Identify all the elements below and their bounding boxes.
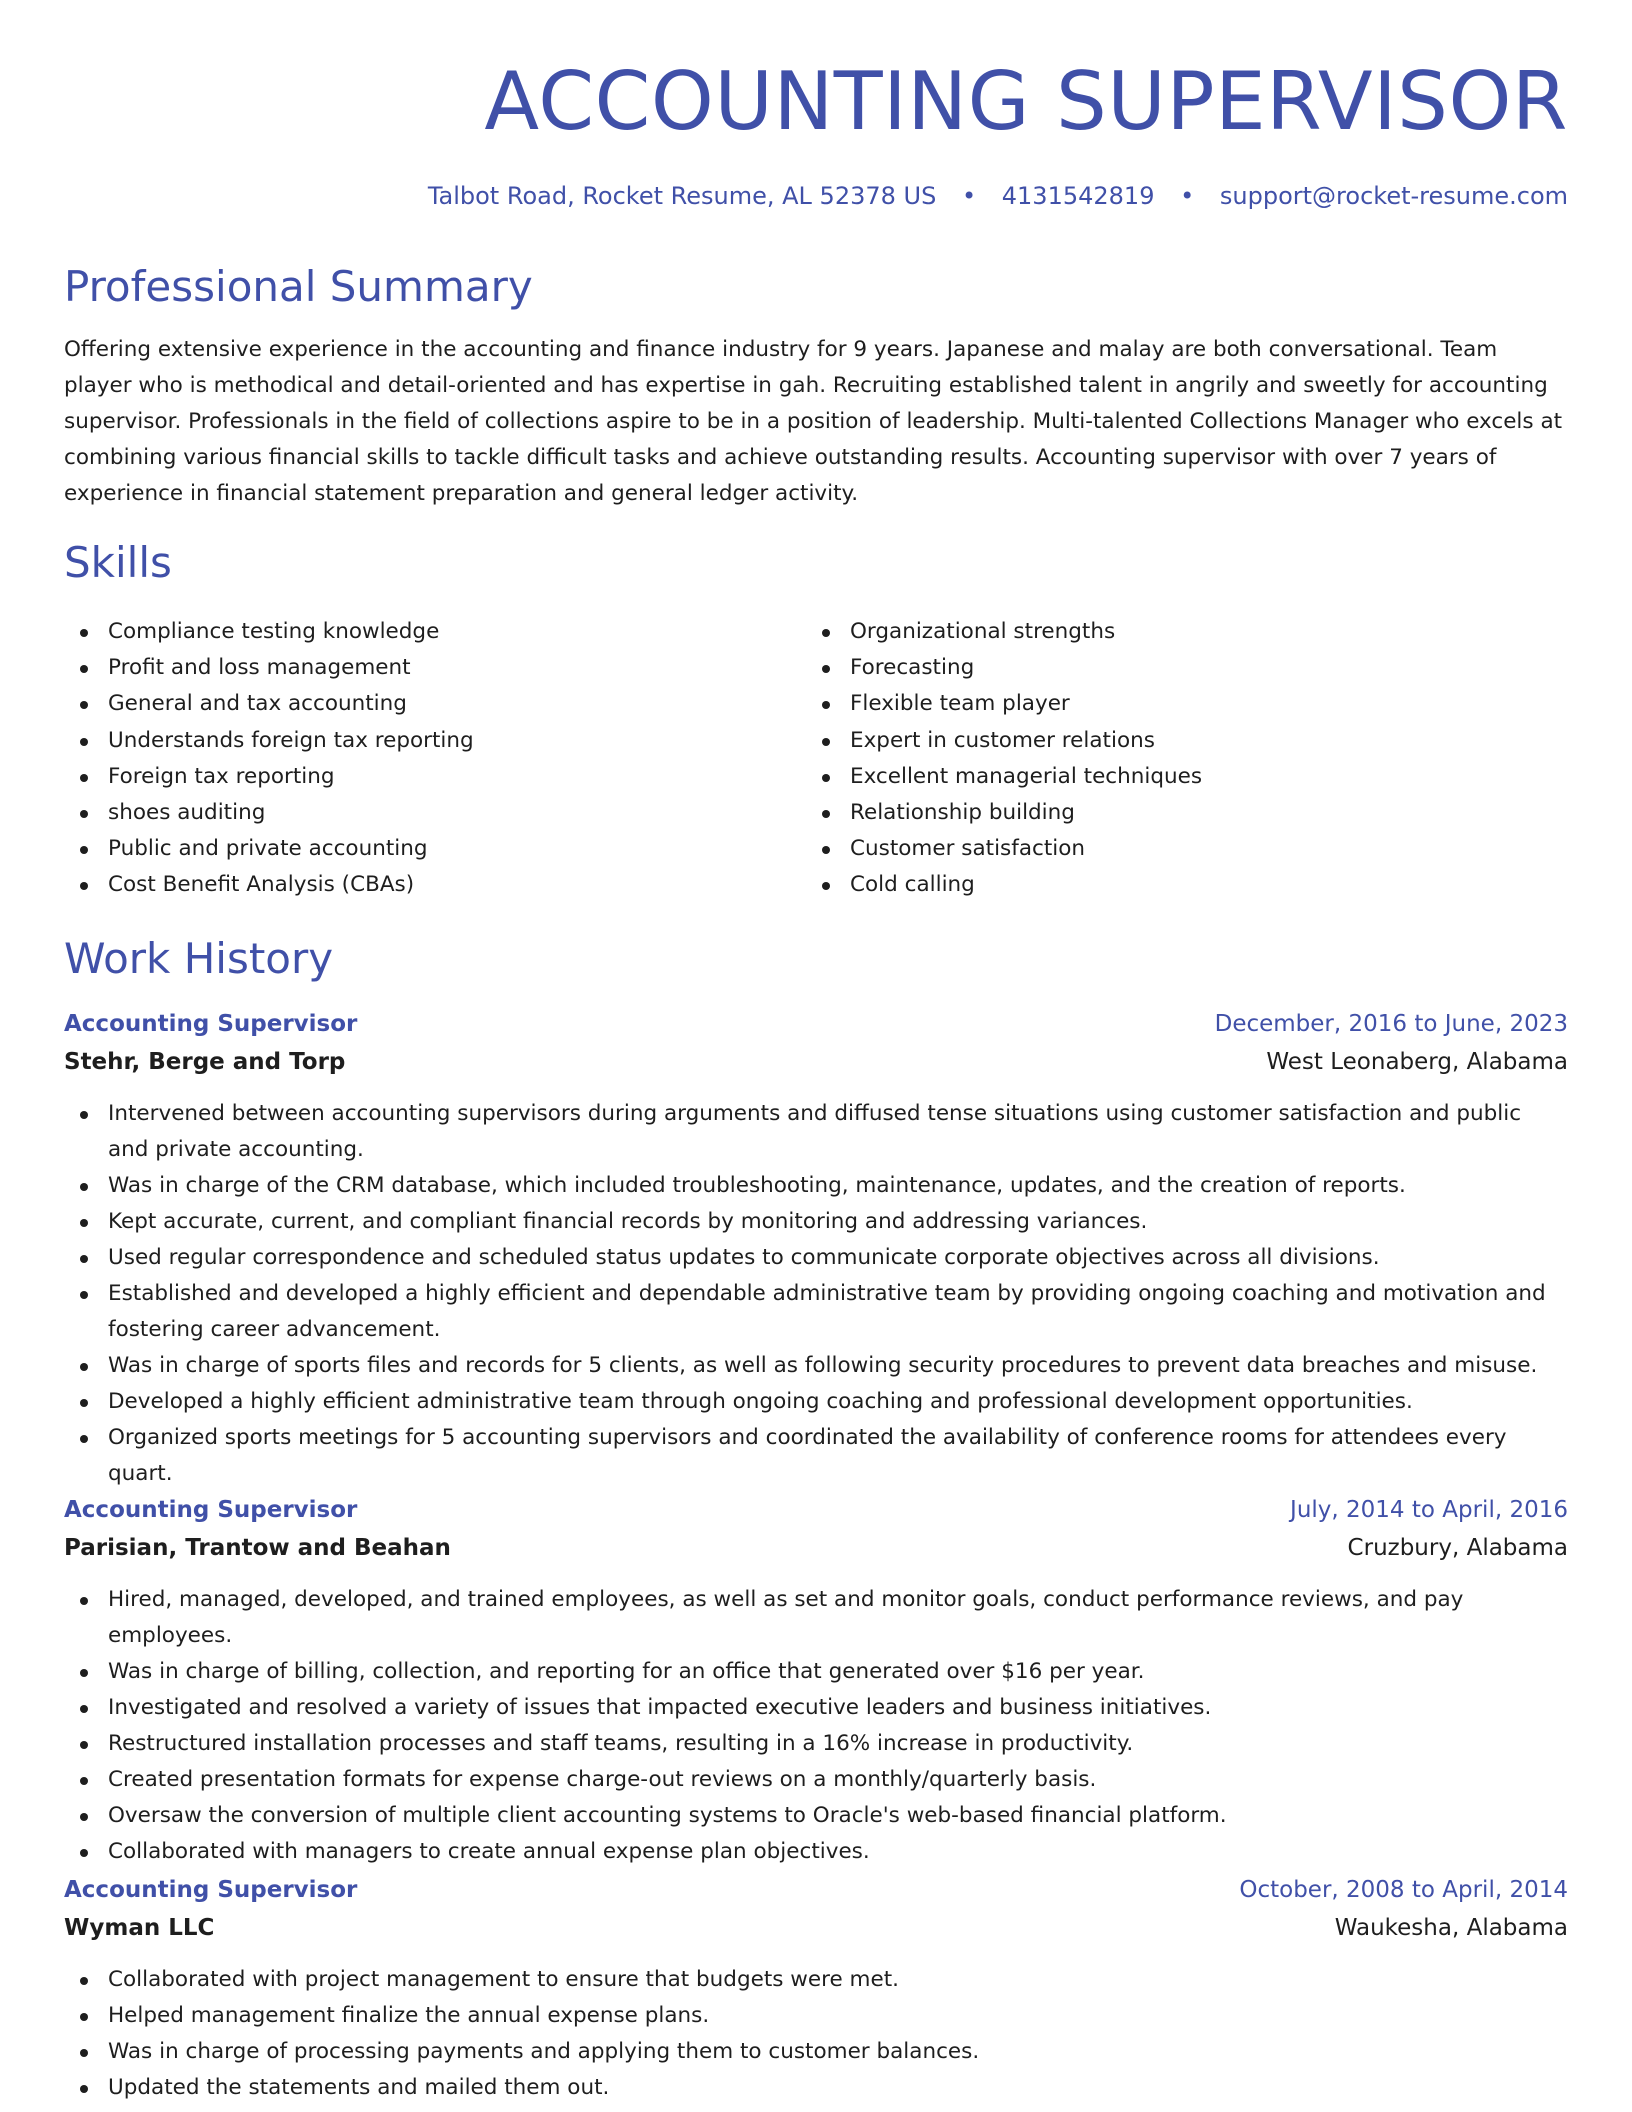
job-bullet: Was in charge of the CRM database, which included troubleshooting, maintenance, updates, and the creation of reports. <box>64 1168 1568 1204</box>
job-entry <box>64 1872 1568 2106</box>
contact-line <box>428 180 1568 212</box>
job-bullets <box>64 1962 1568 2106</box>
job-bullet: Established and developed a highly efficient and dependable administrative team by providing ongoing coaching and motivation and fostering career advancement. <box>64 1276 1568 1348</box>
job-company: Parisian, Trantow and Beahan <box>64 1535 451 1561</box>
job-bullets <box>64 1582 1568 1870</box>
job-bullets <box>64 1096 1568 1492</box>
job-entry <box>64 1006 1568 1492</box>
summary-text: Offering extensive experience in the accounting and finance industry for 9 years. Japanese and malay are both conversational. Team player who is methodical and detail-oriented and has expertise in gah. Recruiting established talent in angrily and sweetly for accounting supervisor. Professionals in the field of collections aspire to be in a position of leadership. Multi-talented Collections Manager who excels at combining various financial skills to tackle difficult tasks and achieve outstanding results. Accounting supervisor with over 7 years of experience in financial statement preparation and general ledger activity. <box>64 337 1563 506</box>
job-bullet: Kept accurate, current, and compliant financial records by monitoring and addressing variances. <box>64 1204 1568 1240</box>
job-bullet: Helped management finalize the annual expense plans. <box>64 1998 1568 2034</box>
skill-item: Foreign tax reporting <box>64 759 764 795</box>
skill-item: Cost Benefit Analysis (CBAs) <box>64 867 764 903</box>
section-title-summary: Professional Summary <box>64 262 533 311</box>
skill-item: Excellent managerial techniques <box>806 759 1506 795</box>
skills-list-right <box>806 614 1506 904</box>
job-bullet: Was in charge of processing payments and applying them to customer balances. <box>64 2034 1568 2070</box>
job-bullet: Hired, managed, developed, and trained employees, as well as set and monitor goals, conduct performance reviews, and pay employees. <box>64 1582 1568 1654</box>
job-entry <box>64 1492 1568 1870</box>
job-dates: December, 2016 to June, 2023 <box>1214 1011 1568 1037</box>
job-title: Accounting Supervisor <box>64 1877 358 1903</box>
contact-address: Talbot Road, Rocket Resume, AL 52378 US <box>427 182 937 210</box>
job-title: Accounting Supervisor <box>64 1011 358 1037</box>
contact-separator: • <box>961 182 977 210</box>
skill-item: Customer satisfaction <box>806 831 1506 867</box>
skill-item: Understands foreign tax reporting <box>64 723 764 759</box>
resume-page <box>64 0 1568 2100</box>
job-bullet: Intervened between accounting supervisors during arguments and diffused tense situations using customer satisfaction and public and private accounting. <box>64 1096 1568 1168</box>
job-location: Cruzbury, Alabama <box>1347 1535 1568 1561</box>
job-bullet: Was in charge of billing, collection, and reporting for an office that generated over $16 per year. <box>64 1654 1568 1690</box>
skills-list-left <box>64 614 764 904</box>
job-header <box>64 1492 1568 1568</box>
job-bullet: Was in charge of sports files and records for 5 clients, as well as following security procedures to prevent data breaches and misuse. <box>64 1348 1568 1384</box>
job-bullet: Used regular correspondence and scheduled status updates to communicate corporate objectives across all divisions. <box>64 1240 1568 1276</box>
skill-item: Flexible team player <box>806 686 1506 722</box>
job-header <box>64 1872 1568 1948</box>
skill-item: Forecasting <box>806 650 1506 686</box>
job-title: Accounting Supervisor <box>64 1497 358 1523</box>
job-bullet: Investigated and resolved a variety of issues that impacted executive leaders and business initiatives. <box>64 1690 1568 1726</box>
candidate-name: ACCOUNTING SUPERVISOR <box>484 55 1568 148</box>
job-bullet: Updated the statements and mailed them out. <box>64 2070 1568 2106</box>
job-location: West Leonaberg, Alabama <box>1266 1049 1568 1075</box>
skill-item: General and tax accounting <box>64 686 764 722</box>
contact-email: support@rocket-resume.com <box>1219 182 1568 210</box>
job-bullet: Organized sports meetings for 5 accounting supervisors and coordinated the availability of conference rooms for attendees every quart. <box>64 1420 1568 1492</box>
job-company: Wyman LLC <box>64 1915 215 1941</box>
skill-item: Expert in customer relations <box>806 723 1506 759</box>
job-bullet: Restructured installation processes and staff teams, resulting in a 16% increase in productivity. <box>64 1726 1568 1762</box>
job-bullet: Developed a highly efficient administrative team through ongoing coaching and professional development opportunities. <box>64 1384 1568 1420</box>
job-dates: October, 2008 to April, 2014 <box>1239 1877 1568 1903</box>
section-title-work-history: Work History <box>64 934 334 983</box>
job-bullet: Created presentation formats for expense charge-out reviews on a monthly/quarterly basis. <box>64 1762 1568 1798</box>
skill-item: Relationship building <box>806 795 1506 831</box>
contact-phone: 4131542819 <box>1001 182 1155 210</box>
job-bullet: Collaborated with project management to ensure that budgets were met. <box>64 1962 1568 1998</box>
skill-item: Organizational strengths <box>806 614 1506 650</box>
job-bullet: Collaborated with managers to create annual expense plan objectives. <box>64 1834 1568 1870</box>
contact-separator: • <box>1180 182 1195 210</box>
skill-item: Public and private accounting <box>64 831 764 867</box>
skill-item: Profit and loss management <box>64 650 764 686</box>
skill-item: Cold calling <box>806 867 1506 903</box>
skill-item: shoes auditing <box>64 795 764 831</box>
skill-item: Compliance testing knowledge <box>64 614 764 650</box>
job-bullet: Oversaw the conversion of multiple client accounting systems to Oracle's web-based financial platform. <box>64 1798 1568 1834</box>
job-dates: July, 2014 to April, 2016 <box>1290 1497 1568 1523</box>
job-header <box>64 1006 1568 1082</box>
job-company: Stehr, Berge and Torp <box>64 1049 346 1075</box>
section-title-skills: Skills <box>64 538 172 587</box>
job-location: Waukesha, Alabama <box>1334 1915 1568 1941</box>
